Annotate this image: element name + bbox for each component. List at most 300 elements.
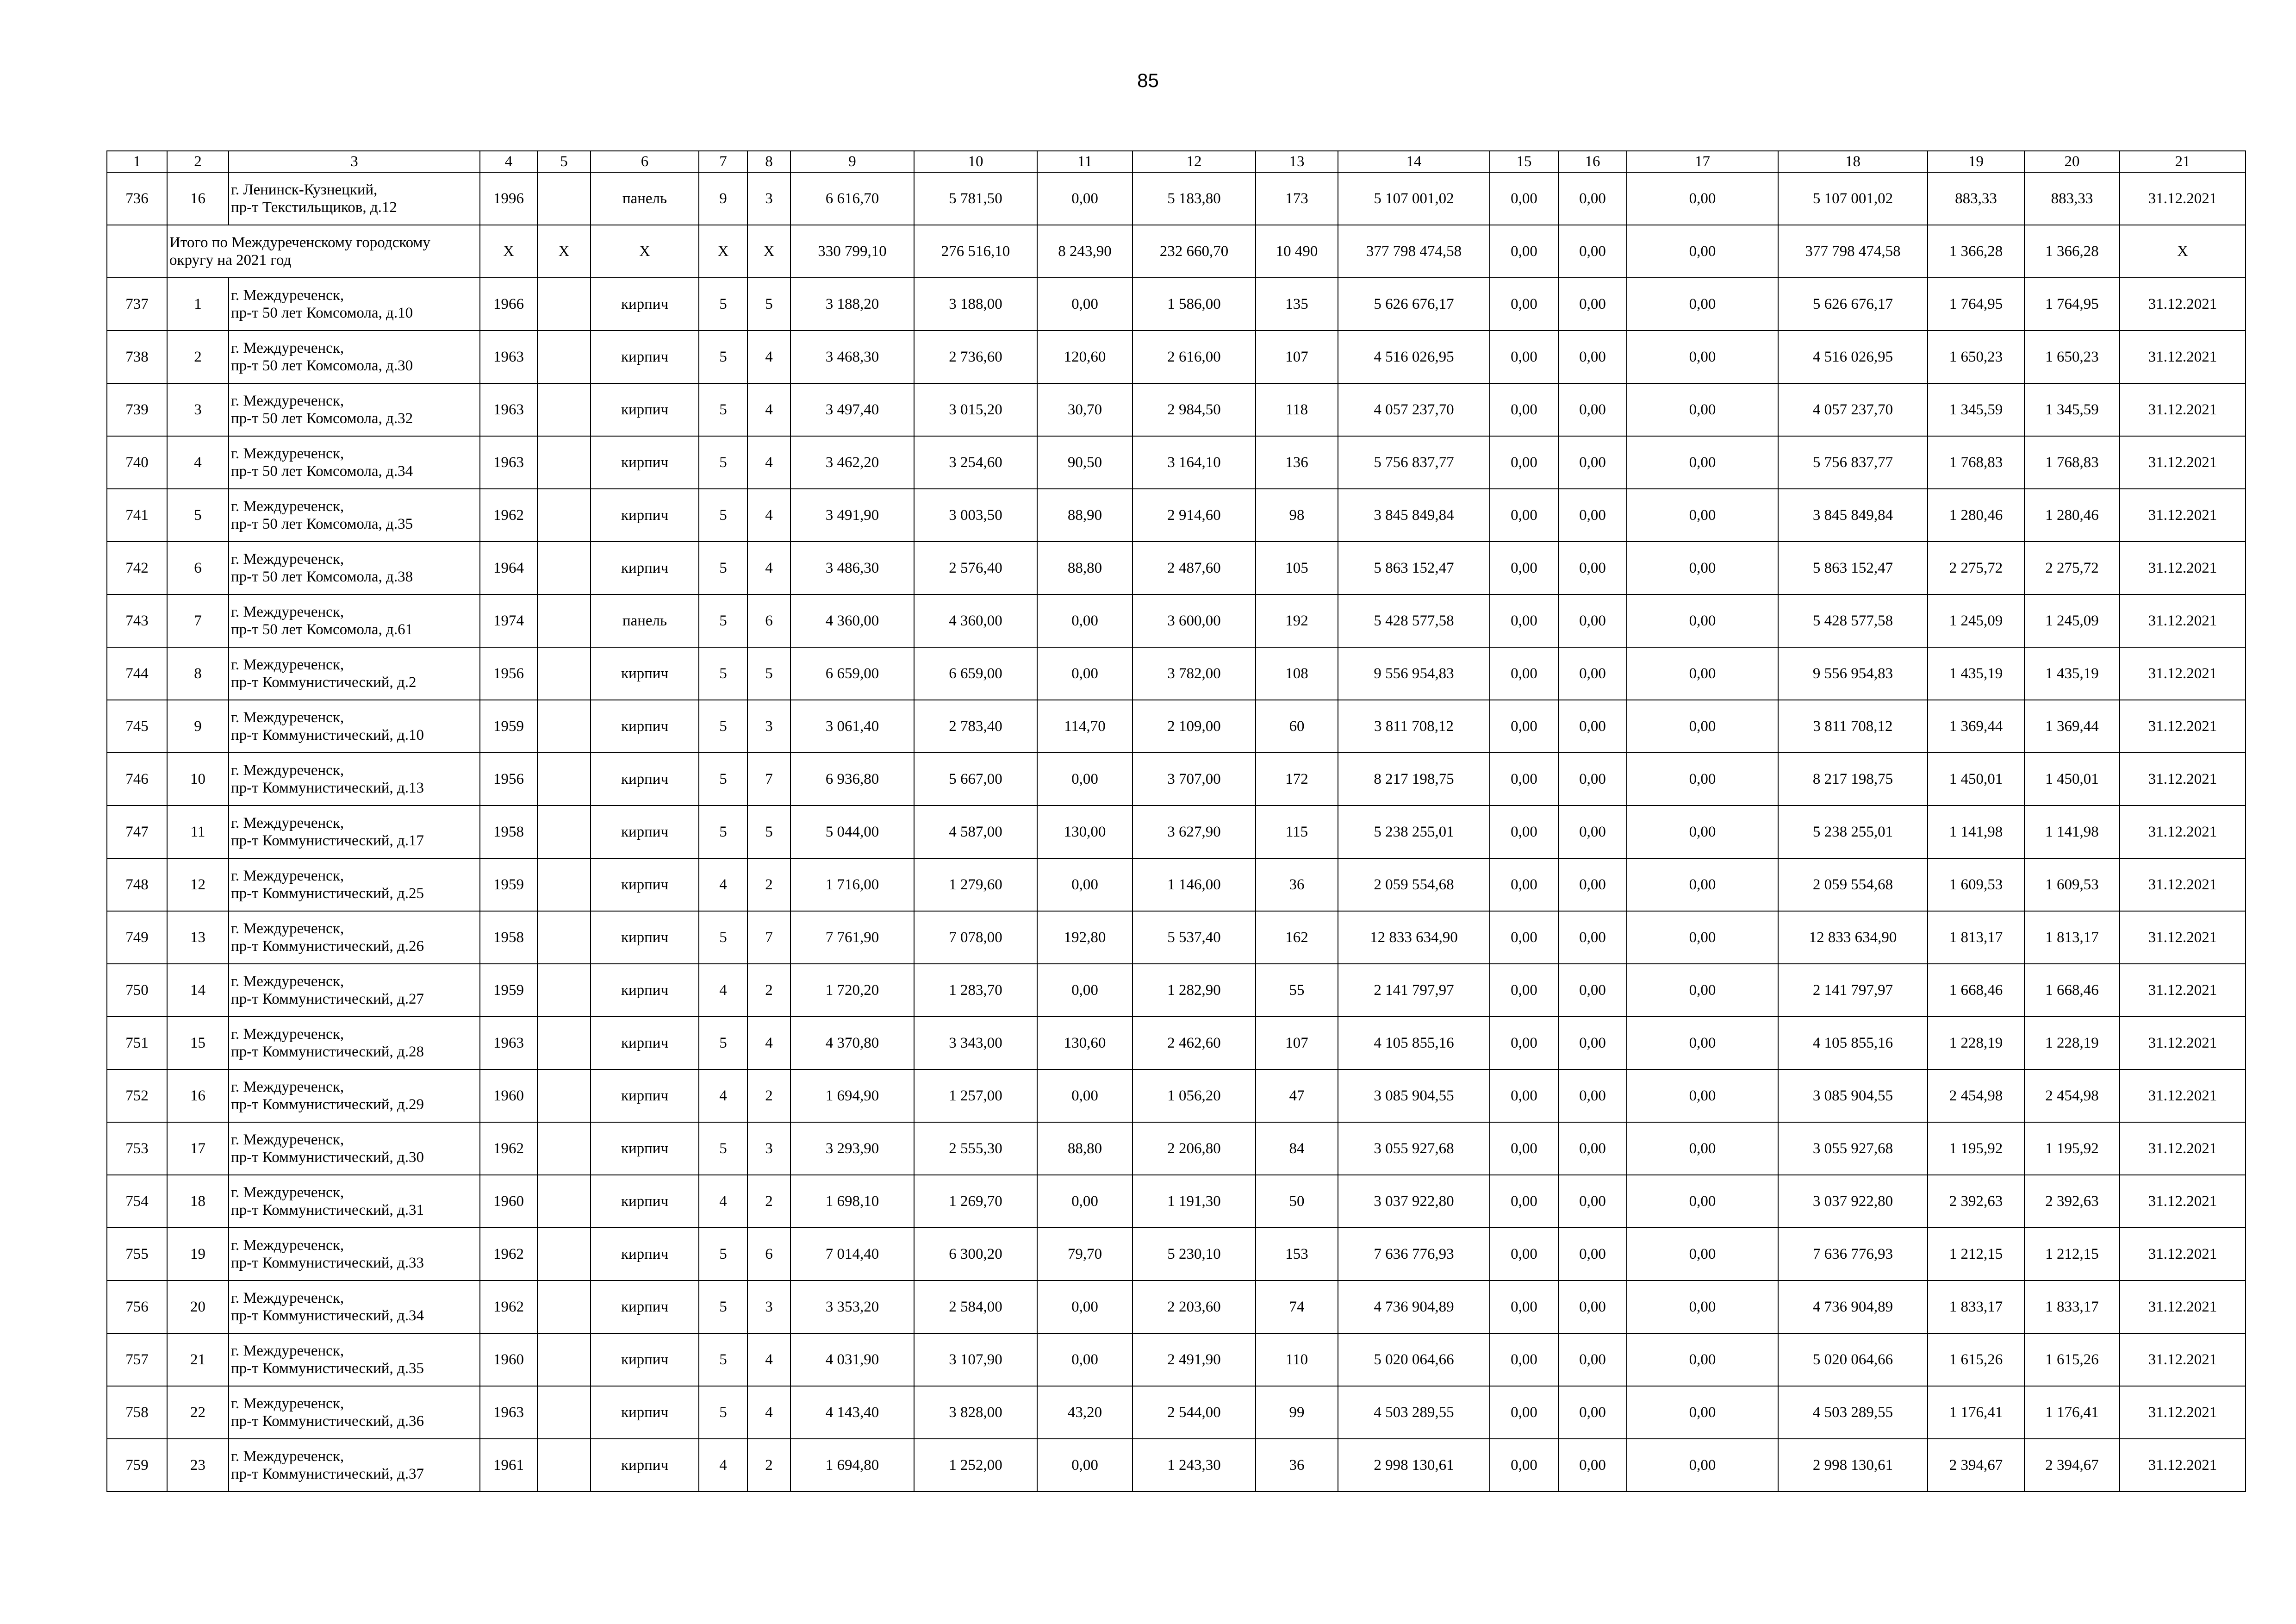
col-15-cell: 0,00 — [1490, 225, 1558, 278]
local-number-cell: 9 — [167, 700, 229, 753]
address-cell — [229, 647, 480, 700]
col-19-cell: 883,33 — [1928, 172, 2024, 225]
row-number-cell: 752 — [107, 1069, 167, 1122]
col-19-cell: 1 668,46 — [1928, 964, 2024, 1017]
row-number-cell: 741 — [107, 489, 167, 542]
col-13-cell: 107 — [1256, 331, 1338, 383]
col-12-cell: 3 627,90 — [1132, 806, 1256, 858]
address-street: пр-т 50 лет Комсомола, д.30 — [231, 357, 413, 374]
row-number-cell: 740 — [107, 436, 167, 489]
local-number-cell: 4 — [167, 436, 229, 489]
col-10-cell: 1 252,00 — [914, 1439, 1037, 1492]
table-row — [107, 1122, 2246, 1175]
address-cell — [229, 1175, 480, 1228]
total-row — [107, 225, 2246, 278]
col-18-cell: 3 037 922,80 — [1778, 1175, 1928, 1228]
column-number-row — [107, 151, 2246, 172]
col-6-cell: кирпич — [591, 1333, 699, 1386]
address-cell — [229, 753, 480, 806]
col-4-cell: 1963 — [480, 383, 537, 436]
col-9-cell: 3 462,20 — [790, 436, 914, 489]
col-5-cell — [537, 542, 591, 594]
address-city: г. Междуреченск, — [231, 920, 344, 937]
address-street: пр-т Коммунистический, д.33 — [231, 1255, 424, 1271]
col-13-cell: 110 — [1256, 1333, 1338, 1386]
col-18-cell: 2 998 130,61 — [1778, 1439, 1928, 1492]
col-6-cell: панель — [591, 594, 699, 647]
col-11-cell: 0,00 — [1037, 1175, 1132, 1228]
col-20-cell: 1 435,19 — [2024, 647, 2120, 700]
col-14-cell: 5 238 255,01 — [1338, 806, 1490, 858]
col-17-cell: 0,00 — [1627, 858, 1778, 911]
col-10-cell: 5 667,00 — [914, 753, 1037, 806]
col-10-cell: 4 360,00 — [914, 594, 1037, 647]
col-19-cell: 2 275,72 — [1928, 542, 2024, 594]
col-21-cell: 31.12.2021 — [2120, 858, 2246, 911]
address-street: пр-т Коммунистический, д.17 — [231, 832, 424, 849]
col-13-cell: 153 — [1256, 1228, 1338, 1280]
col-8-cell: 4 — [747, 489, 790, 542]
address-city: г. Междуреченск, — [231, 656, 344, 673]
col-20-cell: 1 212,15 — [2024, 1228, 2120, 1280]
col-14-cell: 12 833 634,90 — [1338, 911, 1490, 964]
address-street: пр-т 50 лет Комсомола, д.61 — [231, 621, 413, 638]
col-5-cell — [537, 594, 591, 647]
col-11-cell: 0,00 — [1037, 753, 1132, 806]
col-12-cell: 2 914,60 — [1132, 489, 1256, 542]
col-21-cell: 31.12.2021 — [2120, 1175, 2246, 1228]
col-15-cell: 0,00 — [1490, 1228, 1558, 1280]
col-16-cell: 0,00 — [1558, 1122, 1627, 1175]
col-15-cell: 0,00 — [1490, 753, 1558, 806]
address-street: пр-т 50 лет Комсомола, д.35 — [231, 516, 413, 532]
table-row — [107, 489, 2246, 542]
col-4-cell: 1974 — [480, 594, 537, 647]
col-21-cell: 31.12.2021 — [2120, 806, 2246, 858]
col-19-cell: 1 369,44 — [1928, 700, 2024, 753]
table-row — [107, 1386, 2246, 1439]
col-14-cell: 4 057 237,70 — [1338, 383, 1490, 436]
col-14-cell: 5 020 064,66 — [1338, 1333, 1490, 1386]
col-6-cell: кирпич — [591, 1439, 699, 1492]
col-6-cell: кирпич — [591, 858, 699, 911]
address-cell — [229, 172, 480, 225]
col-18-cell: 8 217 198,75 — [1778, 753, 1928, 806]
col-19-cell: 1 650,23 — [1928, 331, 2024, 383]
col-16-cell: 0,00 — [1558, 1017, 1627, 1069]
col-5-cell — [537, 331, 591, 383]
address-cell — [229, 331, 480, 383]
column-number-cell: 20 — [2024, 151, 2120, 172]
col-9-cell: 3 353,20 — [790, 1280, 914, 1333]
row-number-cell: 758 — [107, 1386, 167, 1439]
col-13-cell: 162 — [1256, 911, 1338, 964]
col-20-cell: 2 394,67 — [2024, 1439, 2120, 1492]
column-number-cell: 15 — [1490, 151, 1558, 172]
col-18-cell: 3 811 708,12 — [1778, 700, 1928, 753]
col-11-cell: 88,90 — [1037, 489, 1132, 542]
col-5-cell — [537, 383, 591, 436]
page-number: 85 — [1137, 69, 1159, 91]
col-14-cell: 3 037 922,80 — [1338, 1175, 1490, 1228]
col-17-cell: 0,00 — [1627, 753, 1778, 806]
col-17-cell: 0,00 — [1627, 1017, 1778, 1069]
col-16-cell: 0,00 — [1558, 806, 1627, 858]
col-8-cell: 4 — [747, 1333, 790, 1386]
col-4-cell: 1958 — [480, 911, 537, 964]
col-15-cell: 0,00 — [1490, 1439, 1558, 1492]
col-11-cell: 0,00 — [1037, 647, 1132, 700]
col-17-cell: 0,00 — [1627, 1439, 1778, 1492]
col-14-cell: 377 798 474,58 — [1338, 225, 1490, 278]
col-12-cell: 1 282,90 — [1132, 964, 1256, 1017]
col-19-cell: 1 450,01 — [1928, 753, 2024, 806]
col-8-cell: 2 — [747, 1175, 790, 1228]
address-street: пр-т 50 лет Комсомола, д.10 — [231, 305, 413, 321]
col-5-cell — [537, 1175, 591, 1228]
column-number-cell: 21 — [2120, 151, 2246, 172]
col-18-cell: 4 503 289,55 — [1778, 1386, 1928, 1439]
address-cell — [229, 436, 480, 489]
address-city: г. Междуреченск, — [231, 498, 344, 515]
column-number-cell: 3 — [229, 151, 480, 172]
row-number-cell: 744 — [107, 647, 167, 700]
col-18-cell: 9 556 954,83 — [1778, 647, 1928, 700]
col-13-cell: 105 — [1256, 542, 1338, 594]
col-16-cell: 0,00 — [1558, 964, 1627, 1017]
col-14-cell: 3 055 927,68 — [1338, 1122, 1490, 1175]
local-number-cell: 16 — [167, 172, 229, 225]
col-19-cell: 2 454,98 — [1928, 1069, 2024, 1122]
col-5-cell — [537, 753, 591, 806]
local-number-cell: 8 — [167, 647, 229, 700]
address-street: пр-т Коммунистический, д.37 — [231, 1466, 424, 1482]
col-16-cell: 0,00 — [1558, 278, 1627, 331]
col-6-cell: кирпич — [591, 1069, 699, 1122]
row-number-cell: 756 — [107, 1280, 167, 1333]
column-number-cell: 7 — [699, 151, 747, 172]
address-city: г. Междуреченск, — [231, 973, 344, 990]
address-cell — [229, 858, 480, 911]
col-17-cell: 0,00 — [1627, 1386, 1778, 1439]
col-21-cell: 31.12.2021 — [2120, 278, 2246, 331]
col-14-cell: 4 105 855,16 — [1338, 1017, 1490, 1069]
address-cell — [229, 594, 480, 647]
col-14-cell: 2 998 130,61 — [1338, 1439, 1490, 1492]
row-number-cell: 750 — [107, 964, 167, 1017]
col-9-cell: 6 616,70 — [790, 172, 914, 225]
col-12-cell: 1 586,00 — [1132, 278, 1256, 331]
col-15-cell: 0,00 — [1490, 806, 1558, 858]
col-20-cell: 1 450,01 — [2024, 753, 2120, 806]
col-15-cell: 0,00 — [1490, 436, 1558, 489]
col-12-cell: 1 243,30 — [1132, 1439, 1256, 1492]
row-number-cell: 743 — [107, 594, 167, 647]
col-19-cell: 1 435,19 — [1928, 647, 2024, 700]
col-12-cell: 2 203,60 — [1132, 1280, 1256, 1333]
col-11-cell: 88,80 — [1037, 1122, 1132, 1175]
col-11-cell: 0,00 — [1037, 172, 1132, 225]
col-9-cell: 1 694,90 — [790, 1069, 914, 1122]
row-number-cell: 739 — [107, 383, 167, 436]
col-11-cell: 0,00 — [1037, 1333, 1132, 1386]
col-17-cell: 0,00 — [1627, 542, 1778, 594]
row-number-cell: 757 — [107, 1333, 167, 1386]
col-18-cell: 5 107 001,02 — [1778, 172, 1928, 225]
col-7-cell: 5 — [699, 1333, 747, 1386]
col-16-cell: 0,00 — [1558, 383, 1627, 436]
col-10-cell: 3 003,50 — [914, 489, 1037, 542]
local-number-cell: 12 — [167, 858, 229, 911]
col-15-cell: 0,00 — [1490, 594, 1558, 647]
address-cell — [229, 1386, 480, 1439]
col-7-cell: 4 — [699, 1439, 747, 1492]
col-11-cell: 0,00 — [1037, 964, 1132, 1017]
col-20-cell: 883,33 — [2024, 172, 2120, 225]
local-number-cell: 15 — [167, 1017, 229, 1069]
col-18-cell: 12 833 634,90 — [1778, 911, 1928, 964]
address-cell — [229, 383, 480, 436]
local-number-cell: 21 — [167, 1333, 229, 1386]
column-number-cell: 5 — [537, 151, 591, 172]
col-7-cell: 5 — [699, 489, 747, 542]
table-row — [107, 383, 2246, 436]
col-15-cell: 0,00 — [1490, 1122, 1558, 1175]
col-11-cell: 130,00 — [1037, 806, 1132, 858]
col-11-cell: 114,70 — [1037, 700, 1132, 753]
address-cell — [229, 1280, 480, 1333]
col-20-cell: 1 366,28 — [2024, 225, 2120, 278]
col-4-cell: 1963 — [480, 331, 537, 383]
col-9-cell: 3 468,30 — [790, 331, 914, 383]
col-5-cell — [537, 700, 591, 753]
col-4-cell: 1960 — [480, 1333, 537, 1386]
col-5-cell — [537, 436, 591, 489]
col-6-cell: кирпич — [591, 1228, 699, 1280]
col-16-cell: 0,00 — [1558, 858, 1627, 911]
col-7-cell: 4 — [699, 1069, 747, 1122]
col-8-cell: 3 — [747, 172, 790, 225]
col-20-cell: 1 195,92 — [2024, 1122, 2120, 1175]
col-10-cell: 1 257,00 — [914, 1069, 1037, 1122]
col-16-cell: 0,00 — [1558, 1280, 1627, 1333]
col-15-cell: 0,00 — [1490, 1175, 1558, 1228]
col-15-cell: 0,00 — [1490, 172, 1558, 225]
col-4-cell: 1964 — [480, 542, 537, 594]
address-city: г. Междуреченск, — [231, 1237, 344, 1254]
col-17-cell: 0,00 — [1627, 911, 1778, 964]
col-8-cell: 5 — [747, 278, 790, 331]
col-6-cell: кирпич — [591, 964, 699, 1017]
address-street: пр-т Коммунистический, д.13 — [231, 780, 424, 796]
col-14-cell: 9 556 954,83 — [1338, 647, 1490, 700]
address-city: г. Междуреченск, — [231, 1079, 344, 1095]
col-8-cell: 2 — [747, 1439, 790, 1492]
table-row — [107, 753, 2246, 806]
col-9-cell: 3 491,90 — [790, 489, 914, 542]
col-10-cell: 3 188,00 — [914, 278, 1037, 331]
address-cell — [229, 1439, 480, 1492]
col-7-cell: 5 — [699, 1228, 747, 1280]
col-5-cell — [537, 278, 591, 331]
col-13-cell: 135 — [1256, 278, 1338, 331]
col-12-cell: 1 191,30 — [1132, 1175, 1256, 1228]
col-13-cell: 118 — [1256, 383, 1338, 436]
col-10-cell: 2 555,30 — [914, 1122, 1037, 1175]
column-number-cell: 4 — [480, 151, 537, 172]
col-20-cell: 1 609,53 — [2024, 858, 2120, 911]
col-19-cell: 1 345,59 — [1928, 383, 2024, 436]
local-number-cell: 22 — [167, 1386, 229, 1439]
table-row — [107, 911, 2246, 964]
table-row — [107, 1228, 2246, 1280]
address-city: г. Междуреченск, — [231, 1395, 344, 1412]
local-number-cell: 20 — [167, 1280, 229, 1333]
col-4-cell: 1962 — [480, 1228, 537, 1280]
col-18-cell: 4 105 855,16 — [1778, 1017, 1928, 1069]
column-number-cell: 12 — [1132, 151, 1256, 172]
col-9-cell: 7 761,90 — [790, 911, 914, 964]
row-number-cell: 742 — [107, 542, 167, 594]
address-street: пр-т Коммунистический, д.2 — [231, 674, 417, 691]
col-7-cell: 5 — [699, 278, 747, 331]
col-21-cell: 31.12.2021 — [2120, 1386, 2246, 1439]
col-9-cell: 4 360,00 — [790, 594, 914, 647]
col-12-cell: 1 146,00 — [1132, 858, 1256, 911]
col-16-cell: 0,00 — [1558, 1439, 1627, 1492]
col-20-cell: 1 764,95 — [2024, 278, 2120, 331]
col-8-cell: 6 — [747, 594, 790, 647]
col-19-cell: 1 245,09 — [1928, 594, 2024, 647]
address-cell — [229, 806, 480, 858]
address-city: г. Междуреченск, — [231, 868, 344, 884]
address-cell — [229, 1017, 480, 1069]
col-17-cell: 0,00 — [1627, 436, 1778, 489]
col-21-cell: 31.12.2021 — [2120, 1280, 2246, 1333]
col-21-cell: 31.12.2021 — [2120, 383, 2246, 436]
col-10-cell: 7 078,00 — [914, 911, 1037, 964]
address-city: г. Междуреченск, — [231, 1343, 344, 1359]
col-19-cell: 1 615,26 — [1928, 1333, 2024, 1386]
col-6-cell: панель — [591, 172, 699, 225]
column-number-cell: 9 — [790, 151, 914, 172]
address-street: пр-т 50 лет Комсомола, д.38 — [231, 568, 413, 585]
col-17-cell: 0,00 — [1627, 225, 1778, 278]
col-10-cell: 3 254,60 — [914, 436, 1037, 489]
col-10-cell: 4 587,00 — [914, 806, 1037, 858]
col-15-cell: 0,00 — [1490, 542, 1558, 594]
col-9-cell: 4 370,80 — [790, 1017, 914, 1069]
col-15-cell: 0,00 — [1490, 911, 1558, 964]
col-16-cell: 0,00 — [1558, 1333, 1627, 1386]
col-18-cell: 3 085 904,55 — [1778, 1069, 1928, 1122]
col-20-cell: 1 228,19 — [2024, 1017, 2120, 1069]
col-16-cell: 0,00 — [1558, 225, 1627, 278]
col-12-cell: 1 056,20 — [1132, 1069, 1256, 1122]
col-21-cell: 31.12.2021 — [2120, 1439, 2246, 1492]
col-18-cell: 3 845 849,84 — [1778, 489, 1928, 542]
col-9-cell: 330 799,10 — [790, 225, 914, 278]
col-7-cell: 5 — [699, 436, 747, 489]
address-city: г. Междуреченск, — [231, 340, 344, 356]
col-11-cell: 43,20 — [1037, 1386, 1132, 1439]
row-number-cell: 738 — [107, 331, 167, 383]
col-4-cell: 1966 — [480, 278, 537, 331]
address-street: пр-т Текстильщиков, д.12 — [231, 199, 397, 216]
col-13-cell: 115 — [1256, 806, 1338, 858]
col-6-cell: кирпич — [591, 753, 699, 806]
col-10-cell: 3 343,00 — [914, 1017, 1037, 1069]
col-12-cell: 3 707,00 — [1132, 753, 1256, 806]
col-14-cell: 4 503 289,55 — [1338, 1386, 1490, 1439]
col-17-cell: 0,00 — [1627, 1069, 1778, 1122]
col-7-cell: 5 — [699, 542, 747, 594]
col-7-cell: 5 — [699, 911, 747, 964]
address-city: г. Междуреченск, — [231, 287, 344, 304]
column-number-cell: 6 — [591, 151, 699, 172]
col-15-cell: 0,00 — [1490, 331, 1558, 383]
col-15-cell: 0,00 — [1490, 647, 1558, 700]
local-number-cell: 7 — [167, 594, 229, 647]
col-10-cell: 3 107,90 — [914, 1333, 1037, 1386]
address-cell — [229, 700, 480, 753]
col-17-cell: 0,00 — [1627, 1333, 1778, 1386]
col-15-cell: 0,00 — [1490, 383, 1558, 436]
col-16-cell: 0,00 — [1558, 1386, 1627, 1439]
col-7-cell: 4 — [699, 1175, 747, 1228]
col-14-cell: 4 516 026,95 — [1338, 331, 1490, 383]
address-cell — [229, 489, 480, 542]
col-19-cell: 1 228,19 — [1928, 1017, 2024, 1069]
col-9-cell: 4 031,90 — [790, 1333, 914, 1386]
col-21-cell: 31.12.2021 — [2120, 542, 2246, 594]
col-5-cell — [537, 1280, 591, 1333]
col-6-cell: кирпич — [591, 278, 699, 331]
col-12-cell: 2 462,60 — [1132, 1017, 1256, 1069]
col-19-cell: 1 212,15 — [1928, 1228, 2024, 1280]
row-number-cell: 759 — [107, 1439, 167, 1492]
col-9-cell: 5 044,00 — [790, 806, 914, 858]
row-number-cell: 751 — [107, 1017, 167, 1069]
address-city: г. Междуреченск, — [231, 393, 344, 409]
col-13-cell: 47 — [1256, 1069, 1338, 1122]
col-6-cell: кирпич — [591, 700, 699, 753]
col-17-cell: 0,00 — [1627, 1228, 1778, 1280]
col-11-cell: 0,00 — [1037, 1280, 1132, 1333]
col-7-cell: 5 — [699, 1280, 747, 1333]
col-6-cell: кирпич — [591, 1175, 699, 1228]
col-10-cell: 1 279,60 — [914, 858, 1037, 911]
col-5-cell — [537, 911, 591, 964]
col-19-cell: 2 394,67 — [1928, 1439, 2024, 1492]
table-row — [107, 858, 2246, 911]
local-number-cell: 14 — [167, 964, 229, 1017]
col-12-cell: 2 984,50 — [1132, 383, 1256, 436]
column-number-cell: 17 — [1627, 151, 1778, 172]
col-14-cell: 2 059 554,68 — [1338, 858, 1490, 911]
local-number-cell: 16 — [167, 1069, 229, 1122]
row-number-cell: 749 — [107, 911, 167, 964]
col-15-cell: 0,00 — [1490, 1069, 1558, 1122]
col-7-cell: 5 — [699, 806, 747, 858]
col-12-cell: 2 109,00 — [1132, 700, 1256, 753]
col-15-cell: 0,00 — [1490, 489, 1558, 542]
col-19-cell: 1 833,17 — [1928, 1280, 2024, 1333]
address-cell — [229, 911, 480, 964]
col-16-cell: 0,00 — [1558, 331, 1627, 383]
col-9-cell: 7 014,40 — [790, 1228, 914, 1280]
col-5-cell — [537, 1333, 591, 1386]
